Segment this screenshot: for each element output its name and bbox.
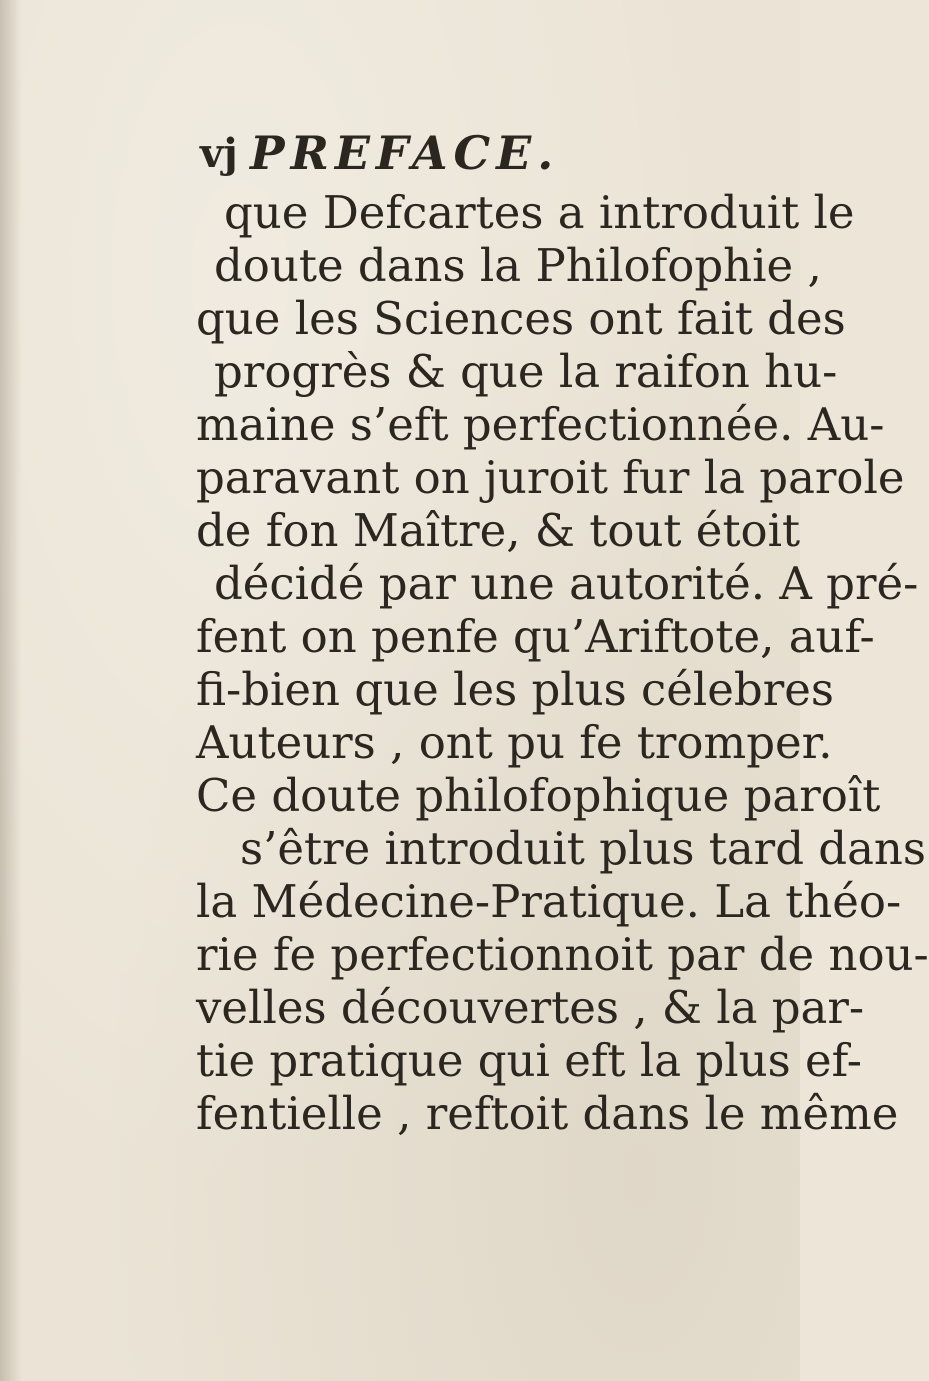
page-number: vj [200, 130, 238, 177]
text-line: tie pratique qui eft la plus ef- [196, 1034, 862, 1087]
text-line: de fon Maître, & tout étoit [196, 504, 801, 557]
text-line: Ce doute philofophique paroît [196, 769, 881, 822]
text-line: que Defcartes a introduit le [224, 186, 855, 239]
text-line: paravant on juroit fur la parole [196, 451, 905, 504]
text-line: doute dans la Philofophie , [214, 239, 822, 292]
text-line: la Médecine-Pratique. La théo- [196, 875, 902, 928]
text-line: maine s’eft perfectionnée. Au- [196, 398, 885, 451]
page-gutter-shadow [0, 0, 22, 1381]
text-line: s’être introduit plus tard dans [240, 822, 927, 875]
text-line: fi-bien que les plus célebres [196, 663, 834, 716]
body-text [196, 186, 929, 1140]
text-line: rie fe perfectionnoit par de nou- [196, 928, 929, 981]
text-line: fent on penfe qu’Ariftote, auf- [196, 610, 875, 663]
text-line: progrès & que la raifon hu- [214, 345, 838, 398]
page-header [200, 120, 760, 180]
text-line: que les Sciences ont fait des [196, 292, 846, 345]
text-line: décidé par une autorité. A pré- [214, 557, 919, 610]
text-line: fentielle , reftoit dans le même [196, 1087, 899, 1140]
text-line: Auteurs , ont pu fe tromper. [196, 716, 833, 769]
running-title: PREFACE. [250, 126, 560, 180]
text-line: velles découvertes , & la par- [196, 981, 865, 1034]
